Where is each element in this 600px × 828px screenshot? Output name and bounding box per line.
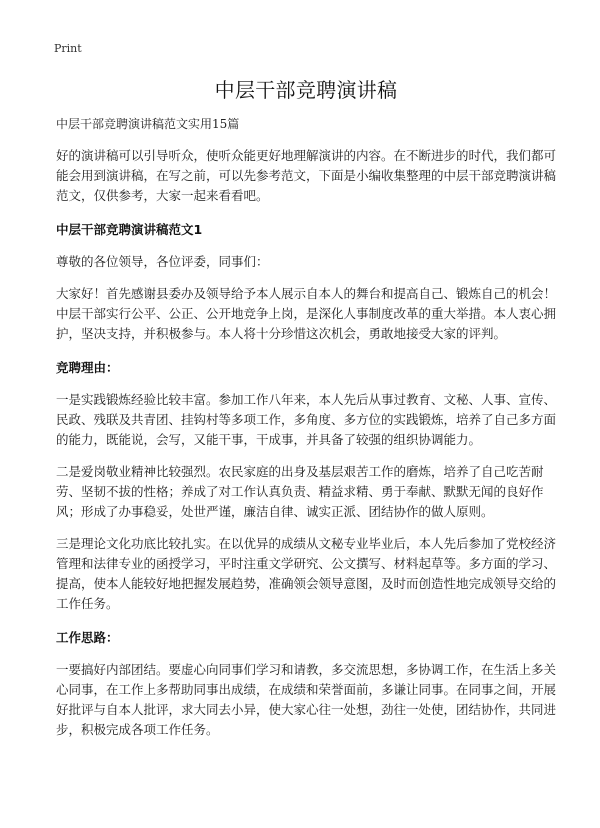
subtitle: 中层干部竞聘演讲稿范文实用15篇 — [56, 117, 240, 131]
greeting-paragraph: 尊敬的各位领导，各位评委，同事们： — [56, 254, 269, 269]
page-title: 中层干部竞聘演讲稿 — [214, 78, 398, 102]
intro-paragraph: 好的演讲稿可以引导听众，使听众能更好地理解演讲的内容。在不断进步的时代，我们都可能会用到演讲稿，在写之前，可以先参考范文，下面是小编收集整理的中层干部竞聘演讲稿范文，仅供参考，大家一起来看看吧。 — [56, 148, 557, 203]
print-label: Print — [54, 42, 82, 55]
reasons-heading: 竞聘理由： — [56, 360, 119, 375]
reason-paragraph-3: 三是理论文化功底比较扎实。在以优异的成绩从文秘专业毕业后，本人先后参加了党校经济管理和法律专业的函授学习，平时注重文学研究、公文撰写、材料起草等。多方面的学习、提高，使本人能较好地把握发展趋势，准确领会领导意图，及时而创造性地完成领导交给的工作任务。 — [56, 536, 557, 611]
sample-heading: 中层干部竞聘演讲稿范文1 — [56, 222, 203, 237]
reason-paragraph-1: 一是实践锻炼经验比较丰富。参加工作八年来，本人先后从事过教育、文秘、人事、宣传、民政、残联及共青团、挂钩村等多项工作，多角度、多方位的实践锻炼，培养了自己多方面的能力，既能说，会写，又能干事，干成事，并具备了较强的组织协调能力。 — [56, 392, 557, 447]
reason-paragraph-2: 二是爱岗敬业精神比较强烈。农民家庭的出身及基层艰苦工作的磨炼，培养了自己吃苦耐劳、坚韧不拔的性格；养成了对工作认真负责、精益求精、勇于奉献、默默无闻的良好作风；形成了办事稳妥，处世严谨，廉洁自律、诚实正派、团结协作的做人原则。 — [56, 464, 544, 519]
idea-paragraph-1: 一要搞好内部团结。要虚心向同事们学习和请教，多交流思想，多协调工作，在生活上多关心同事，在工作上多帮助同事出成绩，在成绩和荣誉面前，多谦让同事。在同事之间，开展好批评与自本人批评，求大同去小异，使大家心往一处想，劲往一处使，团结协作，共同进步，积极完成各项工作任务。 — [56, 662, 557, 737]
ideas-heading: 工作思路： — [56, 630, 119, 645]
opening-paragraph: 大家好！首先感谢县委办及领导给予本人展示自本人的舞台和提高自己、锻炼自己的机会！中层干部实行公平、公正、公开地竞争上岗，是深化人事制度改革的重大举措。本人衷心拥护，坚决支持，并积极参与。本人将十分珍惜这次机会，勇敢地接受大家的评判。 — [56, 286, 557, 341]
